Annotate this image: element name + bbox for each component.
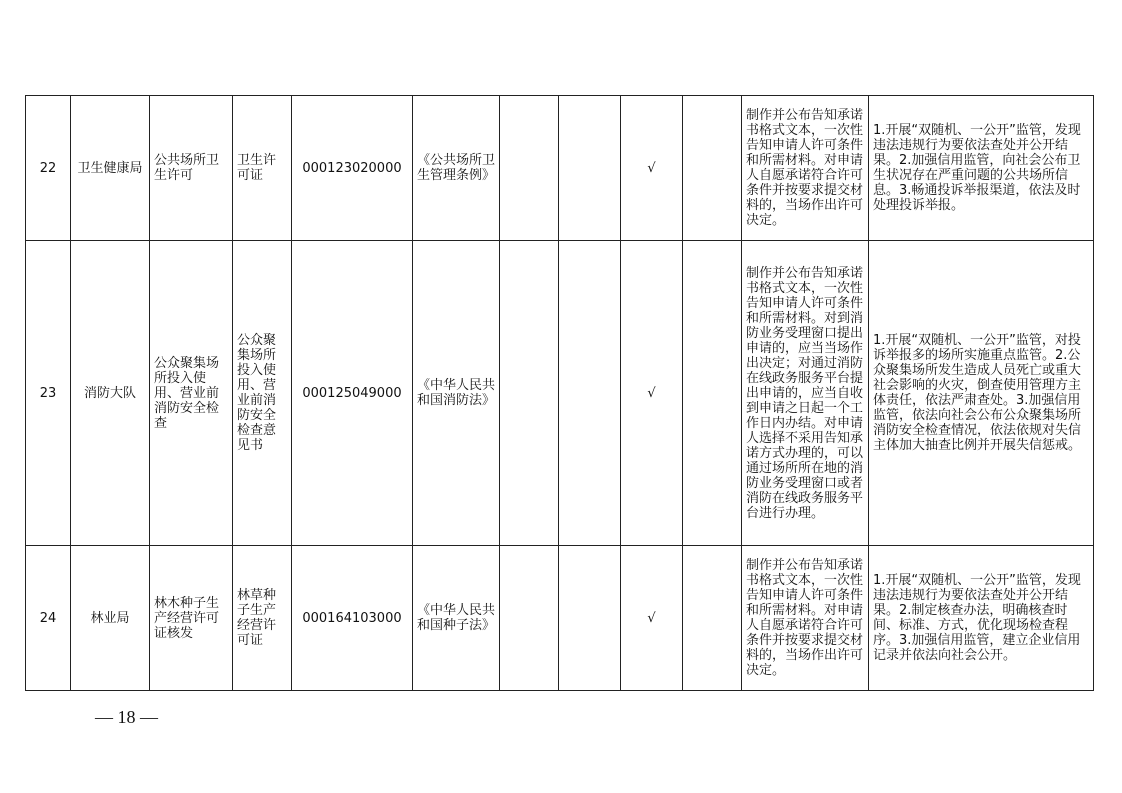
empty-cell [559,96,621,241]
certificate-cell: 公众聚集场所投入使用、营业前消防安全检查意见书 [233,241,292,546]
empty-cell [500,241,559,546]
reform-method-cell: 制作并公布告知承诺书格式文本，一次性告知申请人许可条件和所需材料。对申请人自愿承诺符合许可条件并按要求提交材料的，当场作出许可决定。 [742,96,869,241]
row-number: 24 [26,546,71,691]
supervision-measures-cell: 1.开展“双随机、一公开”监管，对投诉举报多的场所实施重点监管。2.公众聚集场所发生造成人员死亡或重大社会影响的火灾，倒查使用管理方主体责任，依法严肃查处。3.加强信用监管，依法向社会公布公众聚集场所消防安全检查情况，依法依规对失信主体加大抽查比例并开展失信惩戒。 [869,241,1094,546]
legal-basis-cell: 《中华人民共和国消防法》 [413,241,500,546]
department-cell: 卫生健康局 [71,96,150,241]
page-number: — 18 — [95,707,158,727]
empty-cell [559,546,621,691]
legal-basis-cell: 《中华人民共和国种子法》 [413,546,500,691]
item-name-cell: 公共场所卫生许可 [150,96,233,241]
item-code-cell: 000164103000 [292,546,413,691]
item-code-cell: 000125049000 [292,241,413,546]
empty-cell [500,546,559,691]
empty-cell [683,241,742,546]
row-number: 23 [26,241,71,546]
reform-method-cell: 制作并公布告知承诺书格式文本，一次性告知申请人许可条件和所需材料。对申请人自愿承诺符合许可条件并按要求提交材料的，当场作出许可决定。 [742,546,869,691]
table-row [26,96,1094,241]
item-name-cell: 公众聚集场所投入使用、营业前消防安全检查 [150,241,233,546]
approval-items-table [25,95,1094,691]
item-name-cell: 林木种子生产经营许可证核发 [150,546,233,691]
empty-cell [683,96,742,241]
department-cell: 林业局 [71,546,150,691]
row-number: 22 [26,96,71,241]
department-cell: 消防大队 [71,241,150,546]
check-mark-cell: √ [621,96,683,241]
empty-cell [500,96,559,241]
check-mark-cell: √ [621,241,683,546]
table-row [26,546,1094,691]
reform-method-cell: 制作并公布告知承诺书格式文本，一次性告知申请人许可条件和所需材料。对到消防业务受理窗口提出申请的，应当当场作出决定；对通过消防在线政务服务平台提出申请的，应当自收到申请之日起一个工作日内办结。对申请人选择不采用告知承诺方式办理的，可以通过场所所在地的消防业务受理窗口或者消防在线政务服务平台进行办理。 [742,241,869,546]
check-mark-cell: √ [621,546,683,691]
certificate-cell: 林草种子生产经营许可证 [233,546,292,691]
supervision-measures-cell: 1.开展“双随机、一公开”监管，发现违法违规行为要依法查处并公开结果。2.加强信用监管，向社会公布卫生状况存在严重问题的公共场所信息。3.畅通投诉举报渠道，依法及时处理投诉举报。 [869,96,1094,241]
supervision-measures-cell: 1.开展“双随机、一公开”监管，发现违法违规行为要依法查处并公开结果。2.制定核查办法，明确核查时间、标准、方式，优化现场检查程序。3.加强信用监管，建立企业信用记录并依法向社会公开。 [869,546,1094,691]
item-code-cell: 000123020000 [292,96,413,241]
table-row [26,241,1094,546]
legal-basis-cell: 《公共场所卫生管理条例》 [413,96,500,241]
empty-cell [559,241,621,546]
empty-cell [683,546,742,691]
certificate-cell: 卫生许可证 [233,96,292,241]
